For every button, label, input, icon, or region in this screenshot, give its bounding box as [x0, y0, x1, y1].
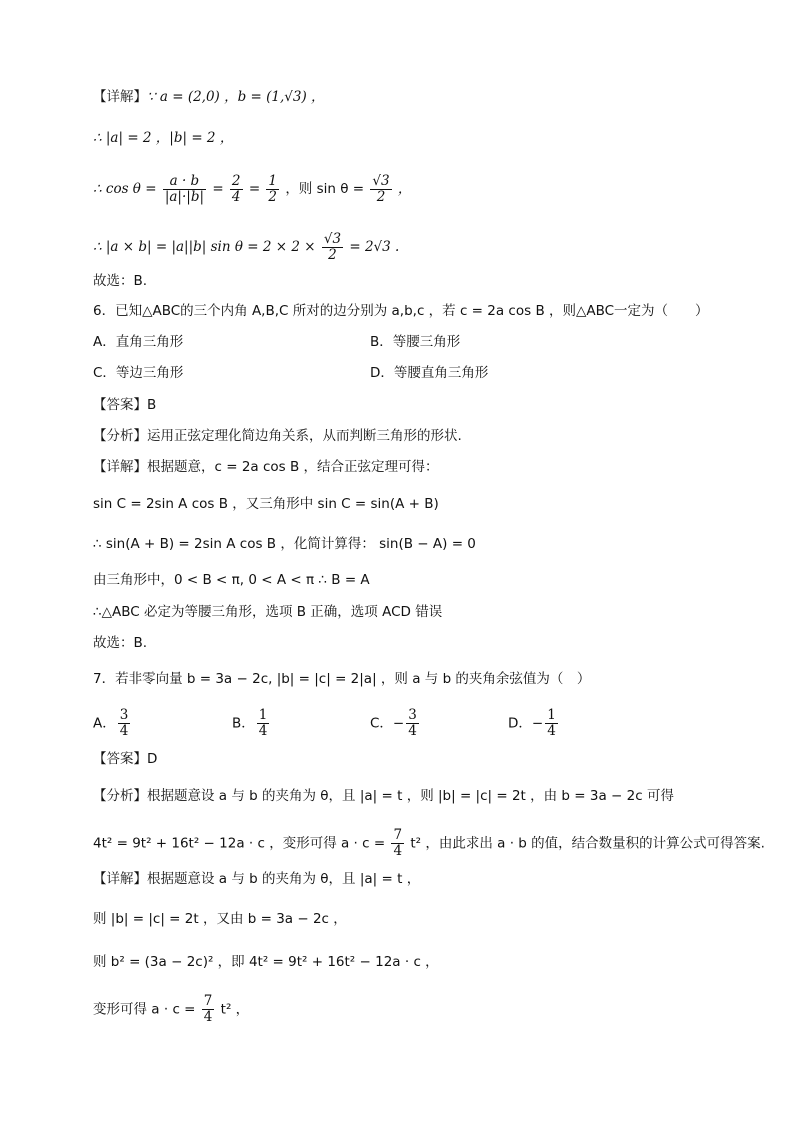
analysis-expression: 4t² = 9t² + 16t² − 12a · c ，变形可得 a · c =	[93, 835, 386, 852]
q6-option-b: B．等腰三角形	[370, 334, 461, 350]
q7-option-a	[93, 708, 132, 739]
numerator: √3	[323, 231, 342, 247]
fraction-7-4	[202, 994, 215, 1025]
denominator: 4	[203, 1009, 213, 1025]
denominator: 4	[231, 189, 241, 205]
fraction-2-4	[230, 174, 243, 205]
q7-analysis-2	[93, 828, 765, 859]
question-6: 6．已知△ABC的三个内角 A,B,C 所对的边分别为 a,b,c ，若 c = 2a cos B ，则△ABC一定为（ ）	[93, 303, 709, 319]
option-label: D．−	[508, 715, 544, 732]
denominator: 4	[393, 843, 403, 859]
answer-choice-line: 故选：B.	[93, 273, 148, 289]
q6-step-1: sin C = 2sin A cos B ，又三角形中 sin C = sin(A + B)	[93, 496, 439, 512]
fraction-7-4	[391, 828, 404, 859]
option-fraction	[118, 708, 131, 739]
vector-values: ∵ a = (2,0) ，b = (1,√3) ，	[147, 89, 325, 105]
question-7: 7．若非零向量 b = 3a − 2c, |b| = |c| = 2|a| ，则 a 与 b 的夹角余弦值为（ ）	[93, 671, 591, 687]
q7-analysis-1: 【分析】根据题意设 a 与 b 的夹角为 θ，且 |a| = t ，则 |b| = |c| = 2t ，由 b = 3a − 2c 可得	[93, 788, 674, 804]
fraction-sqrt3-2	[370, 174, 391, 205]
q7-detail-2: 则 |b| = |c| = 2t ，又由 b = 3a − 2c ，	[93, 911, 347, 927]
q6-option-d: D．等腰直角三角形	[370, 365, 489, 381]
option-label: B．	[232, 715, 255, 732]
numerator: 7	[203, 993, 213, 1009]
q7-option-d	[508, 708, 560, 739]
numerator: 7	[393, 827, 403, 843]
q6-analysis: 【分析】运用正弦定理化简边角关系，从而判断三角形的形状.	[93, 428, 462, 444]
q6-option-c: C．等边三角形	[93, 365, 184, 381]
q7-option-b	[232, 708, 271, 739]
denominator: 2	[328, 247, 337, 263]
cos-fraction	[163, 174, 206, 205]
q7-detail-4	[93, 994, 249, 1025]
q7-detail-1: 【详解】根据题意设 a 与 b 的夹角为 θ，且 |a| = t ，	[93, 871, 421, 887]
sin-label: ，则 sin θ =	[285, 181, 365, 197]
option-label: C．−	[370, 715, 405, 732]
q6-step-3: 由三角形中，0 < B < π, 0 < A < π ∴ B = A	[93, 572, 370, 588]
numerator: 3	[119, 707, 129, 723]
q6-step-4: ∴△ABC 必定为等腰三角形，选项 B 正确，选项 ACD 错误	[93, 604, 443, 620]
cos-formula-line	[93, 174, 411, 205]
detail-line-2: ∴ |a| = 2 ，|b| = 2 ，	[93, 130, 234, 146]
fraction-sqrt3-2	[322, 232, 343, 263]
cross-product-line	[93, 232, 399, 263]
numerator: 3	[408, 707, 417, 723]
denominator: 2	[268, 189, 278, 205]
equals-sign: =	[248, 181, 261, 197]
cross-product-expression: ∴ |a × b| = |a||b| sin θ = 2 × 2 ×	[93, 239, 316, 255]
option-label: A．	[93, 715, 116, 732]
q6-conclusion: 故选：B.	[93, 635, 148, 651]
detail-tag: 【详解】	[93, 89, 147, 105]
denominator: 4	[408, 723, 417, 739]
detail-line-1	[93, 87, 325, 107]
q6-option-a: A．直角三角形	[93, 334, 184, 350]
analysis-conclusion: t² ，由此求出 a · b 的值，结合数量积的计算公式可得答案.	[410, 835, 765, 852]
q6-detail: 【详解】根据题意，c = 2a cos B ，结合正弦定理可得：	[93, 459, 439, 475]
q6-answer: 【答案】B	[93, 397, 157, 413]
option-fraction	[257, 708, 270, 739]
numerator: 2	[231, 173, 241, 189]
numerator: √3	[372, 173, 390, 189]
cos-numerator: a · b	[163, 174, 206, 190]
q6-step-2: ∴ sin(A + B) = 2sin A cos B ，化简计算得： sin(B − A) = 0	[93, 536, 476, 552]
numerator: 1	[268, 173, 278, 189]
comma: ，	[397, 181, 412, 197]
cos-denominator: |a|·|b|	[164, 189, 205, 205]
detail-suffix: t² ，	[220, 1001, 250, 1018]
fraction-1-2	[266, 174, 279, 205]
numerator: 1	[547, 707, 556, 723]
option-fraction	[545, 708, 558, 739]
denominator: 2	[376, 189, 386, 205]
denominator: 4	[547, 723, 556, 739]
q7-detail-3: 则 b² = (3a − 2c)² ，即 4t² = 9t² + 16t² − 12a · c ，	[93, 954, 439, 970]
cross-product-result: = 2√3 .	[349, 239, 400, 255]
q7-option-c	[370, 708, 421, 739]
option-fraction	[406, 708, 419, 739]
denominator: 4	[258, 723, 268, 739]
numerator: 1	[258, 707, 268, 723]
equals-sign: =	[212, 181, 224, 197]
q7-answer: 【答案】D	[93, 751, 158, 767]
cos-label: ∴ cos θ =	[93, 181, 157, 197]
detail-expression: 变形可得 a · c =	[93, 1001, 196, 1018]
denominator: 4	[119, 723, 129, 739]
